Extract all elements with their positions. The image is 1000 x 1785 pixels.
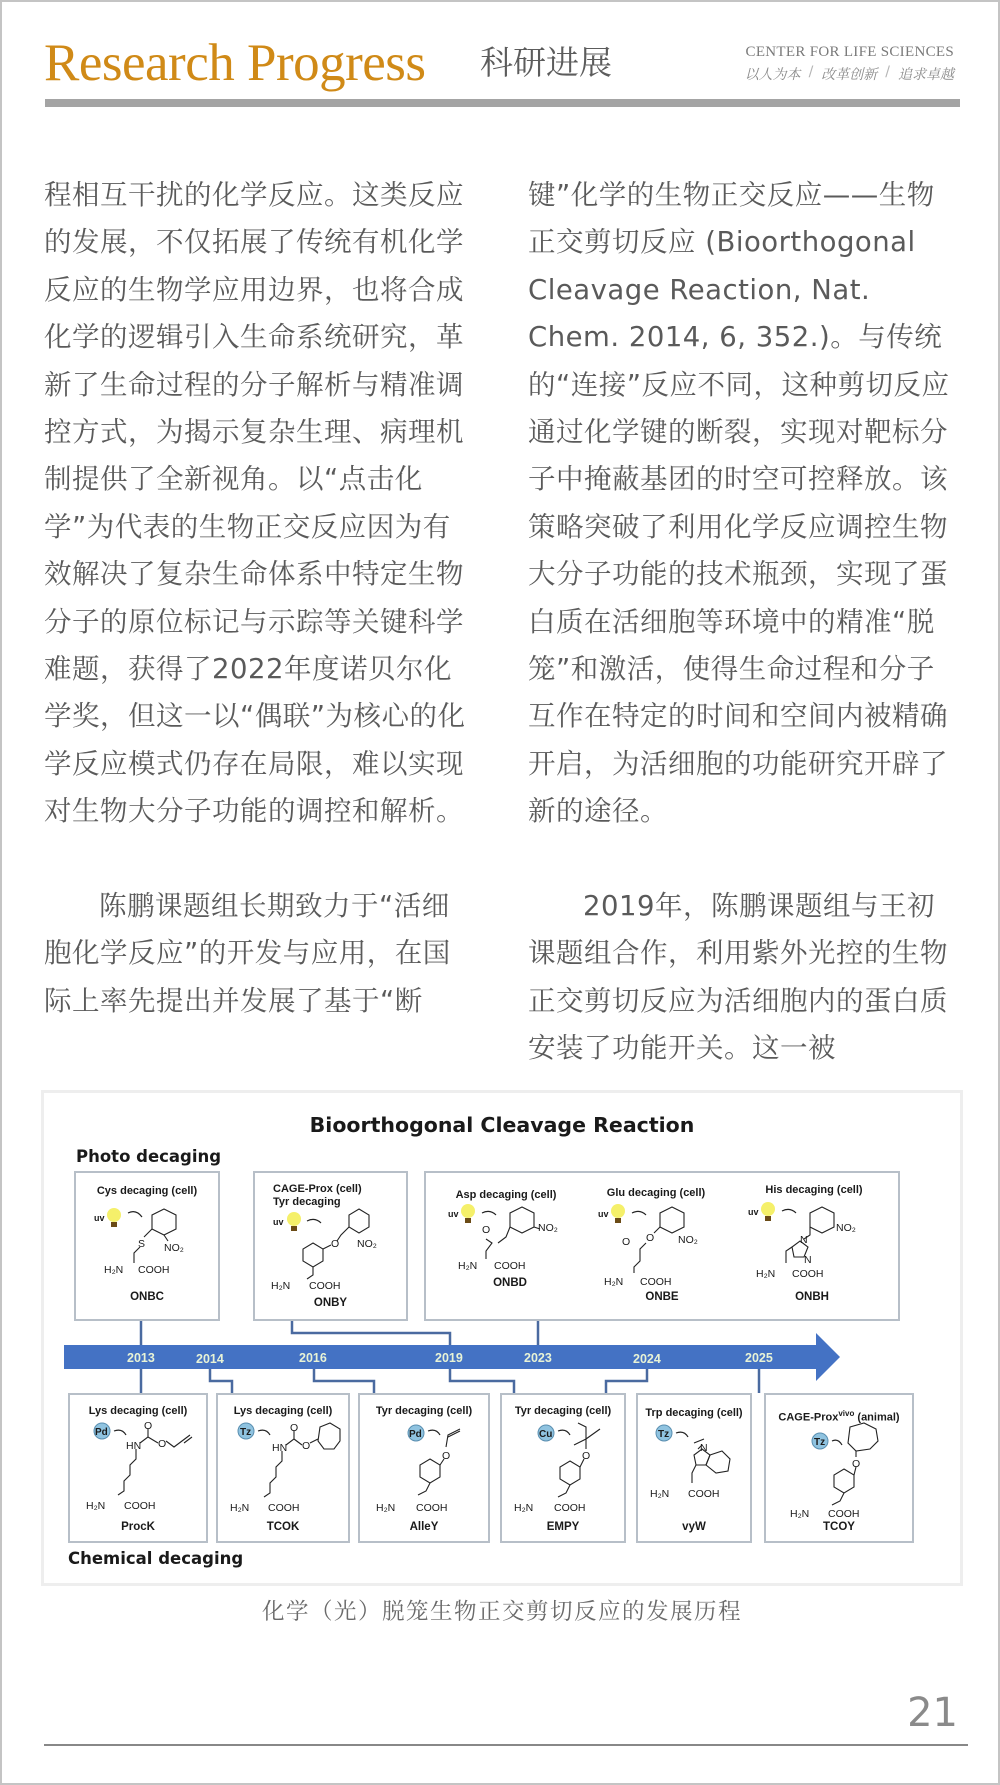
year-label: 2023 (524, 1351, 552, 1365)
year-label: 2013 (127, 1351, 155, 1365)
box-label: Lys decaging (cell) (88, 1405, 188, 1417)
structure-onbd (446, 1203, 576, 1283)
svg-text:HN: HN (126, 1440, 142, 1452)
uv-bulb-icon (461, 1204, 475, 1223)
connector-2016-bottom (314, 1369, 374, 1393)
compound-name: ONBD (493, 1277, 527, 1289)
motto-item: 追求卓越 (898, 67, 954, 83)
figure-bioorthogonal-timeline (41, 1090, 963, 1586)
header-divider (45, 99, 960, 107)
pd-catalyst-icon (408, 1425, 424, 1441)
motto-separator: / (885, 64, 890, 80)
svg-text:uv: uv (598, 1209, 609, 1219)
chemical-box-tcok (216, 1393, 350, 1543)
cu-catalyst-icon (538, 1425, 554, 1441)
svg-text:O: O (442, 1450, 451, 1462)
svg-text:H₂N: H₂N (104, 1264, 124, 1276)
svg-text:COOH: COOH (138, 1264, 170, 1276)
connector-2014-bottom (210, 1369, 232, 1393)
box-label: Tyr decaging (cell) (514, 1405, 612, 1417)
page-number: 21 (907, 1690, 958, 1736)
motto-item: 以人为本 (744, 67, 801, 83)
left-column (44, 172, 476, 1025)
figure-title: Bioorthogonal Cleavage Reaction (309, 1113, 695, 1137)
box-label: Asp decaging (cell) (455, 1189, 557, 1201)
svg-text:O: O (144, 1420, 153, 1432)
svg-text:uv: uv (273, 1217, 284, 1227)
svg-text:Pd: Pd (95, 1427, 108, 1438)
svg-text:NO₂: NO₂ (678, 1234, 698, 1246)
svg-text:N: N (804, 1254, 812, 1266)
pd-catalyst-icon (94, 1423, 110, 1439)
compound-name: AlleY (409, 1521, 439, 1533)
svg-text:NO₂: NO₂ (164, 1242, 184, 1254)
svg-text:H₂N: H₂N (230, 1502, 250, 1514)
chemical-box-tcoy (764, 1393, 914, 1543)
svg-text:O: O (331, 1238, 340, 1250)
compound-name: ONBY (313, 1297, 348, 1309)
photo-box-onby (253, 1171, 408, 1321)
section-title-cn: 科研进展 (480, 43, 612, 82)
box-label: Cys decaging (cell) (96, 1185, 198, 1197)
compound-name: TCOK (266, 1521, 300, 1533)
compound-name: ONBH (795, 1291, 829, 1303)
compound-name: ONBC (130, 1291, 164, 1303)
svg-text:H₂N: H₂N (604, 1276, 624, 1288)
svg-text:H₂N: H₂N (458, 1260, 478, 1272)
year-label: 2019 (435, 1351, 463, 1365)
compound-name: TCOY (823, 1521, 855, 1533)
svg-text:H₂N: H₂N (514, 1502, 534, 1514)
svg-text:O: O (290, 1422, 299, 1434)
svg-text:O: O (482, 1224, 491, 1236)
uv-bulb-icon (287, 1212, 301, 1231)
box-label: CAGE-Prox$^{vivo}$ (animal) (778, 1409, 900, 1424)
footer-divider (44, 1744, 968, 1746)
structure-alley (364, 1419, 488, 1519)
svg-text:Tz: Tz (240, 1427, 252, 1438)
structure-onbe (596, 1203, 726, 1293)
svg-text:N: N (700, 1442, 708, 1454)
svg-text:uv: uv (94, 1213, 105, 1223)
svg-text:Cu: Cu (539, 1429, 553, 1440)
center-name: CENTER FOR LIFE SCIENCES (745, 44, 954, 60)
year-label: 2014 (196, 1352, 224, 1366)
connector-2024-bottom (606, 1369, 647, 1393)
box-label-line2: Tyr decaging (273, 1196, 341, 1208)
paragraph: 程相互干扰的化学反应。这类反应的发展，不仅拓展了传统有机化学反应的生物学应用边界，也将合成化学的逻辑引入生命系统研究，革新了生命过程的分子解析与精准调控方式，为揭示复杂生理、病理机制提供了全新视角。以“点击化学”为代表的生物正交反应因为有效解决了复杂生命体系中特定生物分子的原位标记与示踪等关键科学难题，获得了2022年度诺贝尔化学奖，但这一以“偶联”为核心的化学反应模式仍存在局限，难以实现对生物大分子功能的调控和解析。 (44, 179, 466, 828)
svg-text:uv: uv (448, 1209, 459, 1219)
box-label: CAGE-Prox (cell) (273, 1183, 362, 1195)
year-label: 2016 (299, 1351, 327, 1365)
svg-text:COOH: COOH (828, 1508, 860, 1520)
svg-text:COOH: COOH (554, 1502, 586, 1514)
svg-text:H₂N: H₂N (86, 1500, 106, 1512)
structure-empy (506, 1419, 624, 1519)
motto (745, 64, 954, 84)
photo-decaging-label: Photo decaging (76, 1147, 222, 1166)
svg-text:S: S (138, 1238, 146, 1250)
tz-catalyst-icon (238, 1423, 254, 1439)
svg-text:O: O (852, 1458, 861, 1470)
chemical-box-prock (68, 1393, 208, 1543)
tz-catalyst-icon (656, 1425, 672, 1441)
chemical-box-alley (358, 1393, 490, 1543)
svg-text:COOH: COOH (494, 1260, 526, 1272)
compound-name: EMPY (546, 1521, 580, 1533)
paragraph: 键”化学的生物正交反应——生物正交剪切反应 (Bioorthogonal Cleavage Reaction, Nat. Chem. 2014, 6, 352.)。与传统的“连接”反应不同，这种剪切反应通过化学键的断裂，实现对靶标分子中掩蔽基团的时空可控释放。该策略突破了利用化学反应调控生物大分子功能的技术瓶颈，实现了蛋白质在活细胞等环境中的精准“脱笼”和激活，使得生命过程和分子互作在特定的时间和空间内被精确开启，为活细胞的功能研究开辟了新的途径。 (528, 179, 950, 828)
structure-prock (74, 1419, 206, 1519)
compound-name: ONBE (645, 1291, 679, 1303)
svg-text:H₂N: H₂N (790, 1508, 810, 1520)
right-column (528, 172, 960, 1072)
compound-name: ProcK (121, 1521, 155, 1533)
svg-text:COOH: COOH (792, 1268, 824, 1280)
structure-vyw (642, 1421, 750, 1521)
structure-onby (261, 1207, 407, 1293)
svg-text:O: O (582, 1450, 591, 1462)
svg-text:Pd: Pd (409, 1429, 422, 1440)
paragraph: 2019年，陈鹏课题组与王初课题组合作，利用紫外光控的生物正交剪切反应为活细胞内的蛋白质安装了功能开关。这一被 (528, 889, 948, 1064)
chemical-decaging-label: Chemical decaging (68, 1549, 244, 1568)
paragraph: 陈鹏课题组长期致力于“活细胞化学反应”的开发与应用，在国际上率先提出并发展了基于“断 (44, 889, 451, 1017)
photo-box-onbc (74, 1171, 220, 1321)
svg-text:O: O (646, 1232, 655, 1244)
uv-bulb-icon (611, 1204, 625, 1223)
svg-text:uv: uv (748, 1207, 759, 1217)
year-label: 2025 (745, 1351, 773, 1365)
svg-text:COOH: COOH (268, 1502, 300, 1514)
structure-tcok (222, 1419, 348, 1519)
svg-text:NO₂: NO₂ (357, 1238, 377, 1250)
svg-text:Tz: Tz (658, 1429, 670, 1440)
tz-catalyst-icon (812, 1433, 828, 1449)
section-title-en: Research Progress (44, 34, 426, 92)
box-label: Lys decaging (cell) (233, 1405, 333, 1417)
figure-caption: 化学（光）脱笼生物正交剪切反应的发展历程 (261, 1599, 742, 1625)
structure-onbc (82, 1201, 214, 1291)
svg-text:NO₂: NO₂ (836, 1222, 856, 1234)
uv-bulb-icon (107, 1208, 121, 1227)
structure-onbh (746, 1201, 886, 1293)
box-label: Glu decaging (cell) (606, 1187, 706, 1199)
chemical-box-vyw (636, 1393, 752, 1543)
chemical-box-empy (500, 1393, 626, 1543)
svg-text:COOH: COOH (688, 1488, 720, 1500)
svg-text:H₂N: H₂N (650, 1488, 670, 1500)
motto-item: 改革创新 (821, 67, 878, 83)
svg-text:O: O (622, 1236, 631, 1248)
svg-text:O: O (158, 1438, 167, 1450)
connector-2019-top (292, 1321, 450, 1345)
svg-text:COOH: COOH (309, 1280, 341, 1292)
svg-text:NO₂: NO₂ (538, 1222, 558, 1234)
uv-bulb-icon (761, 1202, 775, 1221)
structure-tcoy (772, 1421, 912, 1521)
svg-text:H₂N: H₂N (376, 1502, 396, 1514)
photo-box-asp-glu-his (424, 1171, 900, 1321)
box-label: Tyr decaging (cell) (375, 1405, 473, 1417)
svg-text:COOH: COOH (416, 1502, 448, 1514)
connector-2019-bottom (450, 1369, 514, 1393)
year-label: 2024 (633, 1352, 661, 1366)
svg-text:Tz: Tz (814, 1437, 826, 1448)
svg-text:COOH: COOH (640, 1276, 672, 1288)
svg-text:H₂N: H₂N (271, 1280, 291, 1292)
motto-separator: / (808, 64, 814, 80)
compound-name: vyW (682, 1521, 706, 1533)
svg-text:HN: HN (272, 1442, 288, 1454)
svg-text:N: N (800, 1234, 808, 1246)
svg-text:COOH: COOH (124, 1500, 156, 1512)
svg-text:H₂N: H₂N (756, 1268, 776, 1280)
svg-text:O: O (302, 1440, 311, 1452)
box-label: His decaging (cell) (765, 1184, 863, 1196)
box-label: Trp decaging (cell) (645, 1407, 743, 1419)
